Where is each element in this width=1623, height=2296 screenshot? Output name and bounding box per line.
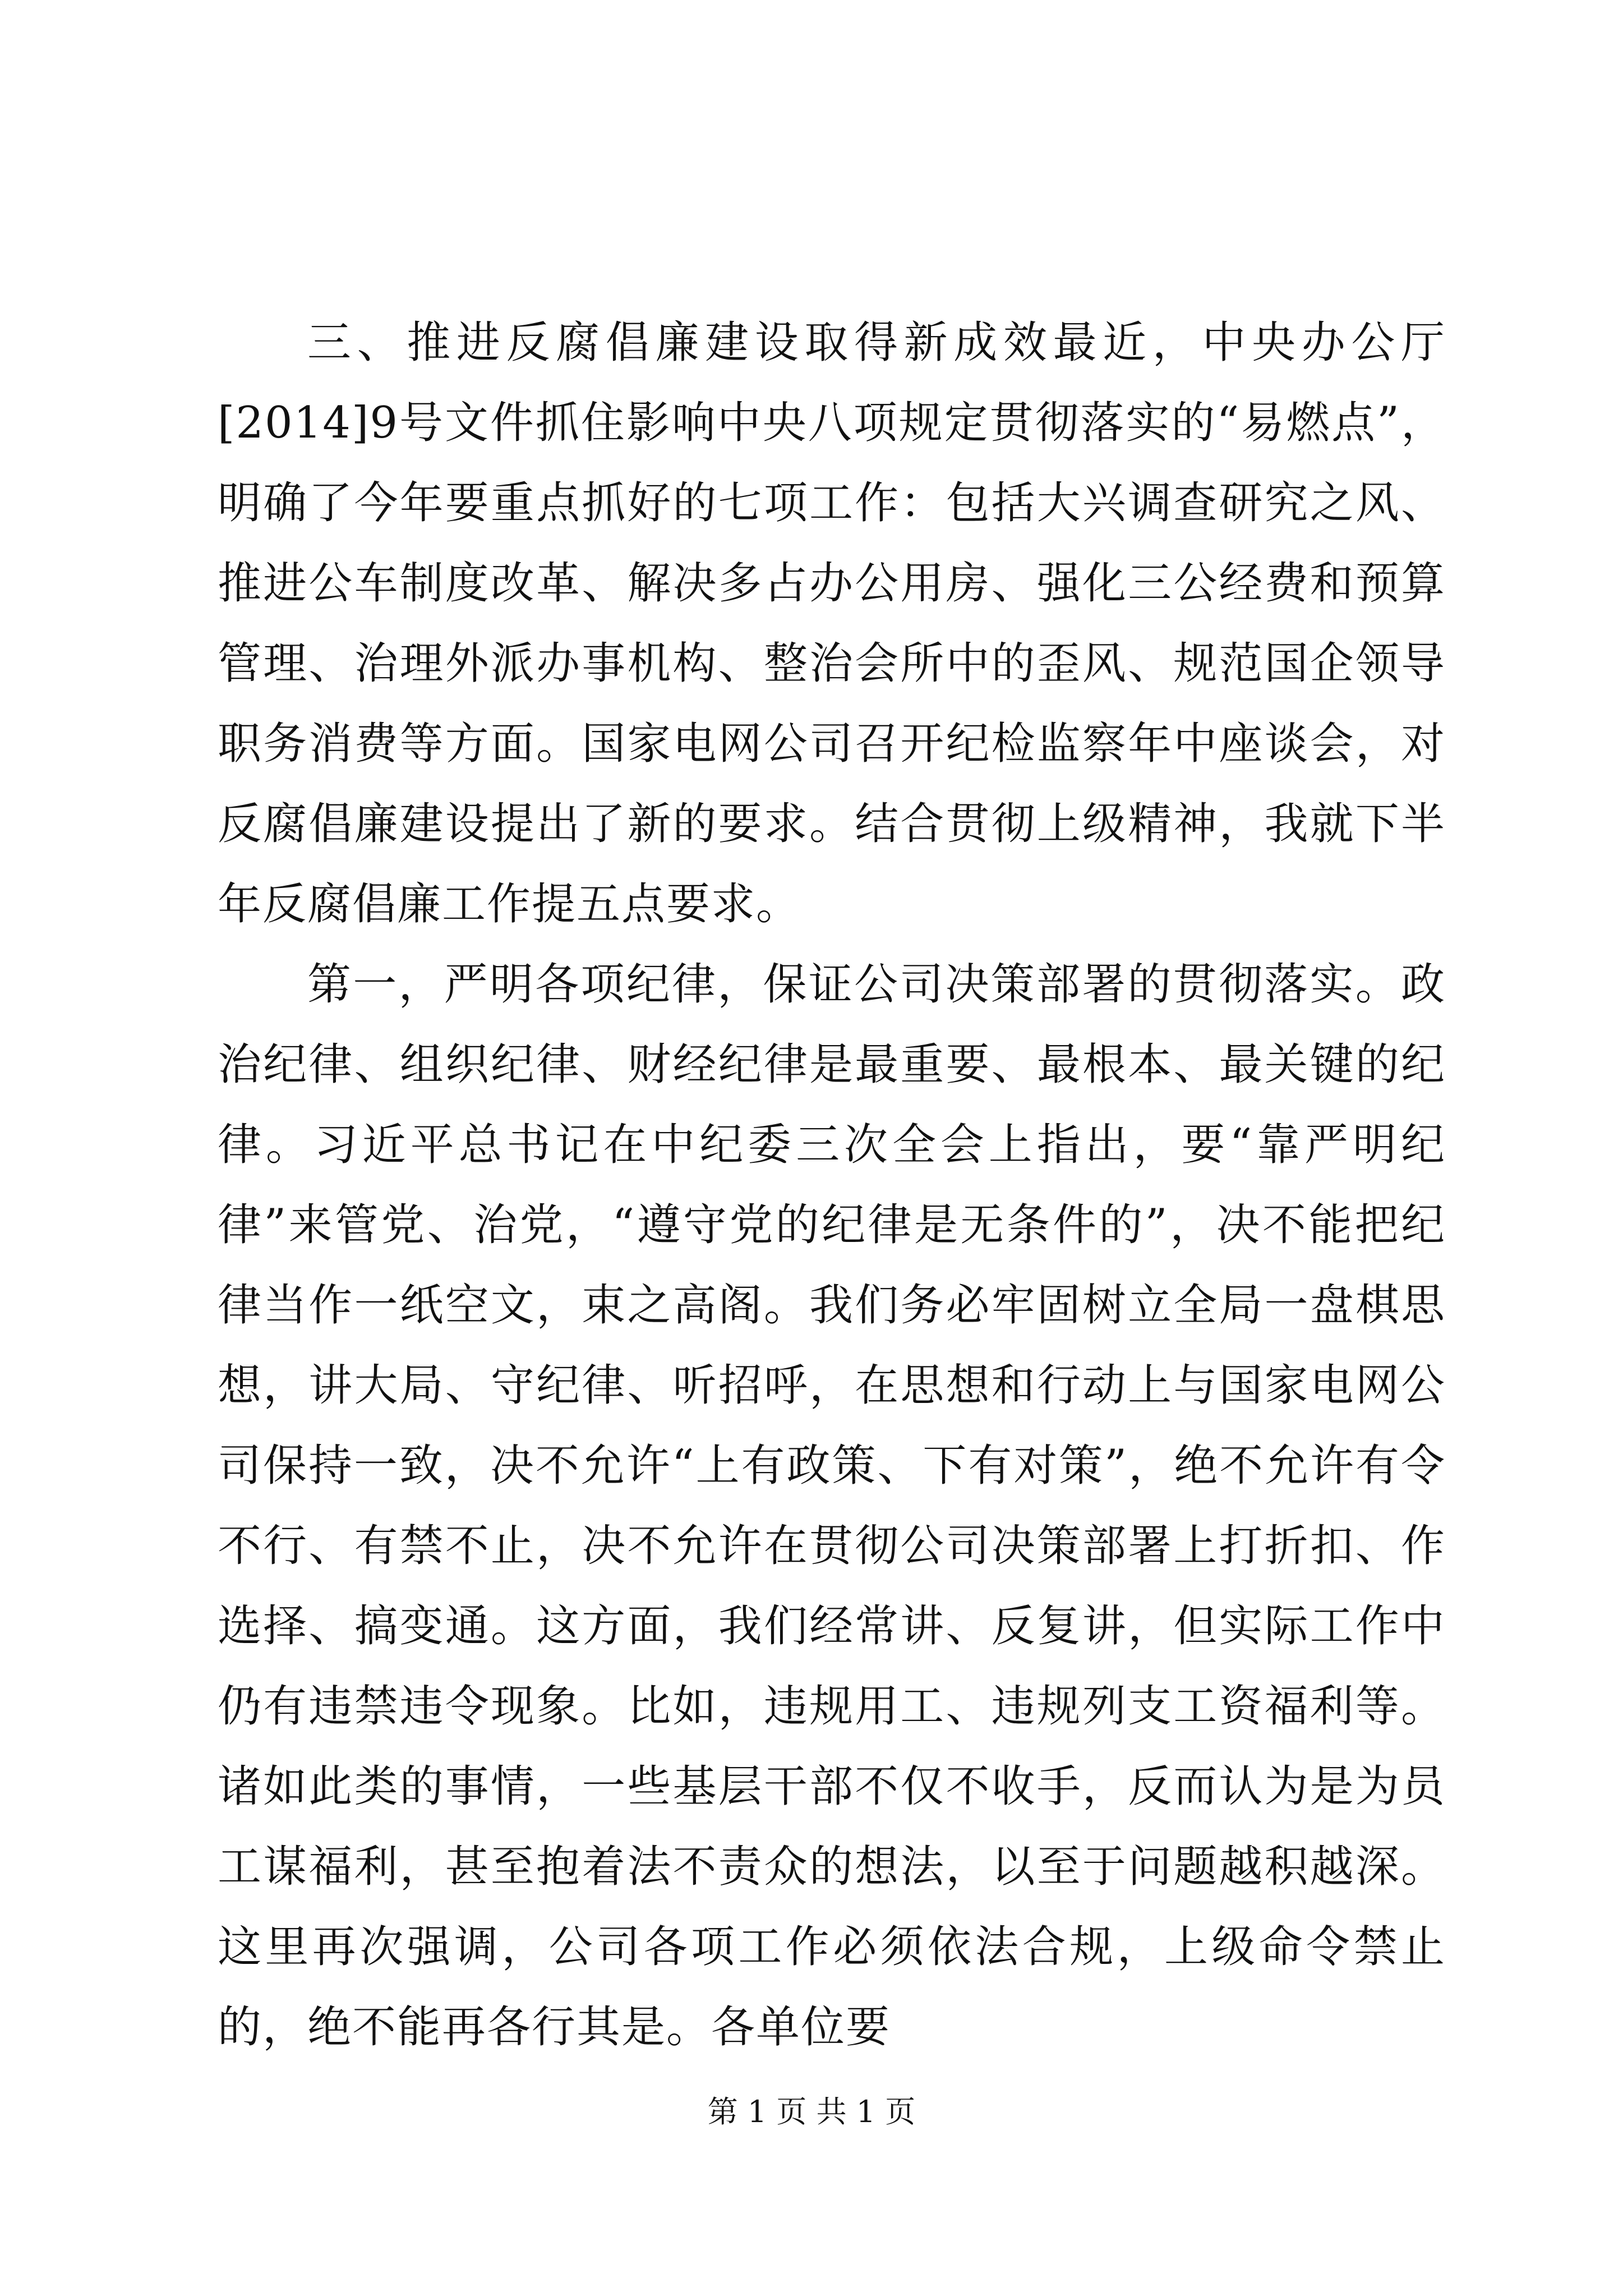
paragraph-first-requirement: 第一，严明各项纪律，保证公司决策部署的贯彻落实。政治纪律、组织纪律、财经纪律是最重要、最根本、最关键的纪律。习近平总书记在中纪委三次全会上指出，要“靠严明纪律”来管党、治党，“遵守党的纪律是无条件的”，决不能把纪律当作一纸空文，束之高阁。我们务必牢固树立全局一盘棋思想，讲大局、守纪律、听招呼，在思想和行动上与国家电网公司保持一致，决不允许“上有政策、下有对策”，绝不允许有令不行、有禁不止，决不允许在贯彻公司决策部署上打折扣、作选择、搞变通。这方面，我们经常讲、反复讲，但实际工作中仍有违禁违令现象。比如，违规用工、违规列支工资福利等。诸如此类的事情，一些基层干部不仅不收手，反而认为是为员工谋福利，甚至抱着法不责众的想法，以至于问题越积越深。这里再次强调，公司各项工作必须依法合规，上级命令禁止的，绝不能再各行其是。各单位要 bbox=[218, 959, 1446, 2053]
paragraph-section-three: 三、推进反腐倡廉建设取得新成效最近，中央办公厅[2014]9号文件抓住影响中央八项规定贯彻落实的“易燃点”，明确了今年要重点抓好的七项工作：包括大兴调查研究之风、推进公车制度改革、解决多占办公用房、强化三公经费和预算管理、治理外派办事机构、整治会所中的歪风、规范国企领导职务消费等方面。国家电网公司召开纪检监察年中座谈会，对反腐倡廉建设提出了新的要求。结合贯彻上级精神，我就下半年反腐倡廉工作提五点要求。 bbox=[218, 318, 1446, 930]
document-body bbox=[218, 303, 1446, 2068]
page-footer: 第 1 页 共 1 页 bbox=[707, 2094, 916, 2129]
